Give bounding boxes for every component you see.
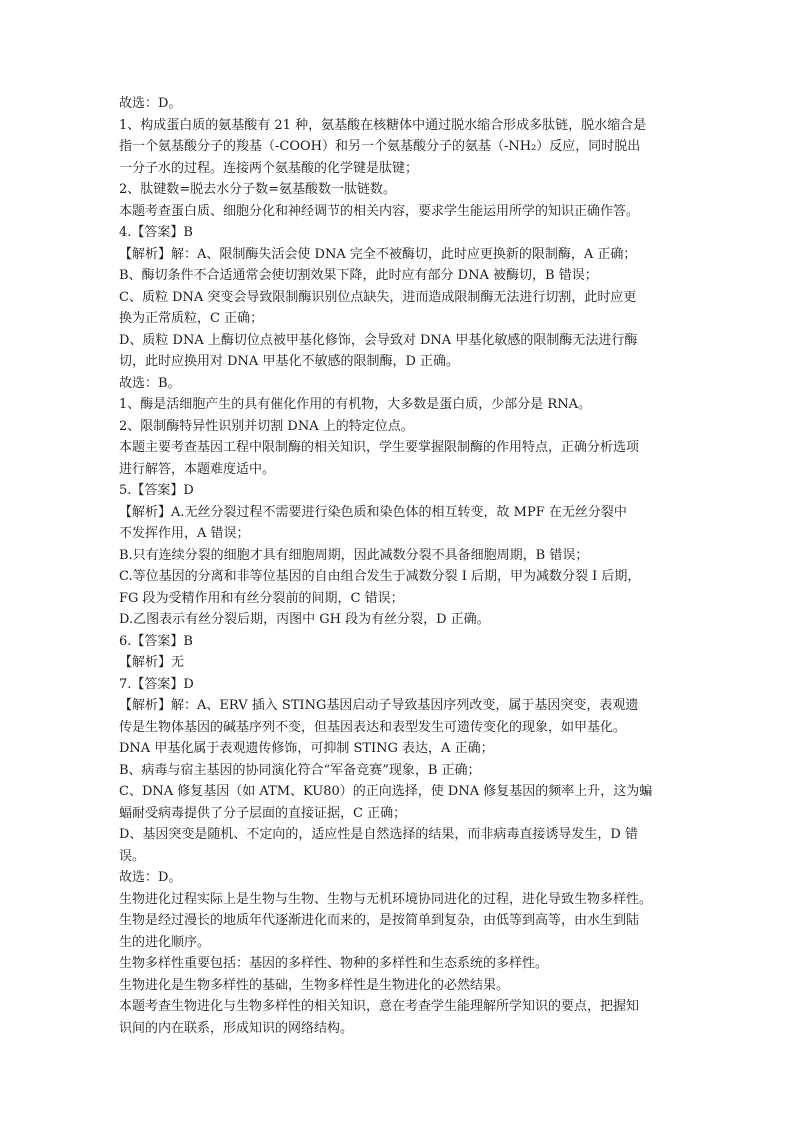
text-line: 生物进化是生物多样性的基础，生物多样性是生物进化的必然结果。	[119, 977, 510, 993]
text-line: 【解析】A.无丝分裂过程不需要进行染色质和染色体的相互转变，故 MPF 在无丝分裂中	[119, 504, 627, 520]
text-line: B、酶切条件不合适通常会使切割效果下降，此时应有部分 DNA 被酶切，B 错误；	[119, 268, 598, 283]
text-line: D、基因突变是随机、不定向的，适应性是自然选择的结果，而非病毒直接诱导发生，D 错	[119, 827, 638, 842]
text-line: 本题主要考查基因工程中限制酶的相关知识，学生要掌握限制酶的作用特点，正确分析选项	[119, 440, 640, 455]
text-line: 本题考查生物进化与生物多样性的相关知识，意在考查学生能理解所学知识的要点，把握知	[119, 999, 640, 1014]
text-line: 本题考查蛋白质、细胞分化和神经调节的相关内容，要求学生能运用所学的知识正确作答。	[119, 203, 640, 219]
text-line: 【解析】解：A、限制酶失活会使 DNA 完全不被酶切，此时应更换新的限制酶，A 正确；	[119, 246, 637, 262]
document-page	[119, 93, 685, 1039]
answer-heading: 7.【答案】D	[119, 676, 194, 692]
text-line: 蝠耐受病毒提供了分子层面的直接证据，C 正确；	[119, 805, 407, 821]
text-line: 【解析】无	[119, 655, 185, 670]
text-line: C、质粒 DNA 突变会导致限制酶识别位点缺失，进而造成限制酶无法进行切割，此时应更	[119, 289, 637, 305]
text-line: 故选：B。	[119, 375, 181, 391]
text-line: 指一个氨基酸分子的羧基（-COOH）和另一个氨基酸分子的氨基（-NH₂）反应，同时脱出	[119, 139, 641, 154]
text-line: DNA 甲基化属于表观遗传修饰，可抑制 STING 表达，A 正确；	[119, 741, 494, 756]
text-line: 1、构成蛋白质的氨基酸有 21 种，氨基酸在核糖体中通过脱水缩合形成多肽链，脱水缩合是	[119, 117, 647, 133]
text-line: FG 段为受精作用和有丝分裂前的间期，C 错误；	[119, 590, 404, 606]
text-line: 2、限制酶特异性识别并切割 DNA 上的特定位点。	[119, 418, 414, 434]
text-line: C、DNA 修复基因（如 ATM、KU80）的正向选择，使 DNA 修复基因的频率上升，这为蝙	[119, 784, 653, 799]
text-line: 2、肽键数=脱去水分子数=氨基酸数一肽链数。	[119, 182, 397, 197]
text-line: B.只有连续分裂的细胞才具有细胞周期，因此减数分裂不具备细胞周期，B 错误；	[119, 547, 589, 563]
text-line: 生物进化过程实际上是生物与生物、生物与无机环境协同进化的过程，进化导致生物多样性。	[119, 891, 653, 907]
text-line: 故选：D。	[119, 870, 182, 885]
text-line: 生物多样性重要包括：基因的多样性、物种的多样性和生态系统的多样性。	[119, 956, 549, 971]
text-line: 故选：D。	[119, 96, 182, 111]
text-line: 传是生物体基因的碱基序列不变，但基因表达和表型发生可遗传变化的现象，如甲基化。	[119, 719, 627, 735]
answer-heading: 4.【答案】B	[119, 225, 193, 240]
text-line: 1、酶是活细胞产生的具有催化作用的有机物，大多数是蛋白质，少部分是 RNA。	[119, 397, 591, 412]
text-line: 误。	[119, 848, 146, 864]
text-line: 不发挥作用，A 错误；	[119, 526, 250, 541]
answer-heading: 5.【答案】D	[119, 483, 194, 498]
text-line: 换为正常质粒，C 正确；	[119, 311, 264, 326]
text-line: 识间的内在联系，形成知识的网络结构。	[119, 1020, 354, 1036]
text-line: 【解析】解：A、ERV 插入 STING基因启动子导致基因序列改变，属于基因突变，表观遗	[119, 698, 639, 713]
text-line: 进行解答，本题难度适中。	[119, 461, 276, 477]
text-line: 生的进化顺序。	[119, 934, 211, 950]
text-line: B、病毒与宿主基因的协同演化符合“军备竞赛”现象，B 正确；	[119, 762, 481, 778]
text-line: 一分子水的过程。连接两个氨基酸的化学键是肽键；	[119, 160, 419, 176]
text-line: C.等位基因的分离和非等位基因的自由组合发生于减数分裂 I 后期，甲为减数分裂 I 后期，	[119, 569, 641, 584]
text-line: 切，此时应换用对 DNA 甲基化不敏感的限制酶，D 正确。	[119, 354, 460, 369]
text-line: D.乙图表示有丝分裂后期，丙图中 GH 段为有丝分裂，D 正确。	[119, 612, 490, 627]
answer-heading: 6.【答案】B	[119, 633, 193, 649]
text-line: D、质粒 DNA 上酶切位点被甲基化修饰，会导致对 DNA 甲基化敏感的限制酶无法进行酶	[119, 332, 638, 348]
text-line: 生物是经过漫长的地质年代逐渐进化而来的，是按简单到复杂，由低等到高等，由水生到陆	[119, 913, 640, 928]
